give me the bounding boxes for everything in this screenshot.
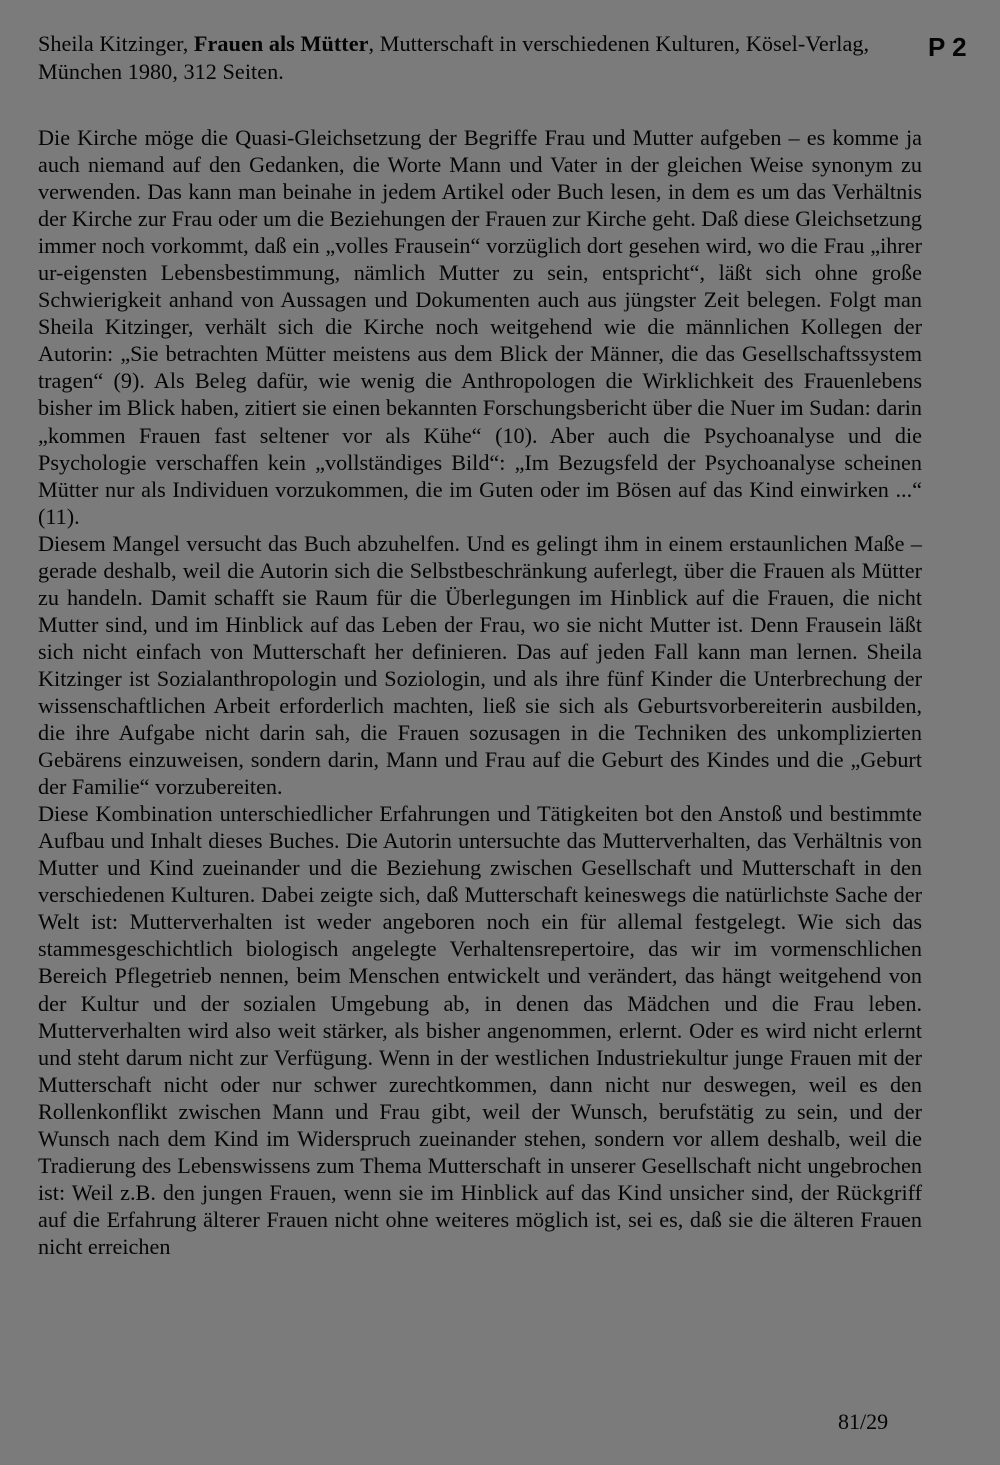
paragraph-3: Diese Kombination unterschiedlicher Erfahrungen und Tätigkeiten bot den Anstoß und bestimmte Aufbau und Inhalt dieses Buches. Die Autorin untersuchte das Mutterverhalten, das Verhältnis von Mutter und Kind zueinander und die Beziehung zwischen Gesellschaft und Mutterschaft in den verschiedenen Kulturen. Dabei zeigte sich, daß Mutterschaft keineswegs die natürlichste Sache der Welt ist: Mutterverhalten ist weder angeboren noch ein für allemal festgelegt. Wie sich das stammesgeschichtlich biologisch angelegte Verhaltensrepertoire, das wir im vormenschlichen Bereich Pflegetrieb nennen, beim Menschen entwickelt und verändert, das hängt weitgehend von der Kultur und der sozialen Umgebung ab, in denen das Mädchen und die Frau leben. Mutterverhalten wird also weit stärker, als bisher angenommen, erlernt. Oder es wird nicht erlernt und steht darum nicht zur Verfügung. Wenn in der westlichen Industriekultur junge Frauen mit der Mutterschaft nicht oder nur schwer zurechtkommen, dann nicht nur deswegen, weil es den Rollenkonflikt zwischen Mann und Frau gibt, weil der Wunsch, berufstätig zu sein, und der Wunsch nach dem Kind im Widerspruch zueinander stehen, sondern vor allem deshalb, weil die Tradierung des Lebenswissens zum Thema Mutterschaft in unserer Gesellschaft nicht ungebrochen ist: Weil z.B. den jungen Frauen, wenn sie im Hinblick auf das Kind unsicher sind, der Rückgriff auf die Erfahrung älterer Frauen nicht ohne weiteres möglich ist, sei es, daß sie die älteren Frauen nicht erreichen xyxy=(38,801,922,1259)
citation-author: Sheila Kitzinger, xyxy=(38,31,194,56)
review-body xyxy=(38,124,922,1260)
paragraph-2: Diesem Mangel versucht das Buch abzuhelfen. Und es gelingt ihm in einem erstaunlichen Maße – gerade deshalb, weil die Autorin sich die Selbstbeschränkung auferlegt, über die Frauen als Mütter zu handeln. Damit schafft sie Raum für die Überlegungen im Hinblick auf die Frauen, die nicht Mutter sind, und im Hinblick auf das Leben der Frau, wo sie nicht Mutter ist. Denn Frausein läßt sich nicht einfach von Mutterschaft her definieren. Das auf jeden Fall kann man lernen. Sheila Kitzinger ist Sozialanthropologin und Soziologin, und als ihre fünf Kinder die Unterbrechung der wissenschaftlichen Arbeit erforderlich machten, ließ sie sich als Geburtsvorbereiterin ausbilden, die ihre Aufgabe nicht darin sah, die Frauen sozusagen in die Techniken des unkomplizierten Gebärens einzuweisen, sondern darin, Mann und Frau auf die Geburt des Kindes und die „Geburt der Familie“ vorzubereiten. xyxy=(38,530,922,800)
page-number: 81/29 xyxy=(838,1409,889,1434)
citation-details: , Mutterschaft in verschiedenen Kulturen, Kösel-Verlag, München 1980, 312 Seiten. xyxy=(38,31,870,84)
paragraph-1: Die Kirche möge die Quasi-Gleichsetzung der Begriffe Frau und Mutter aufgeben – es komme ja auch niemand auf den Gedanken, die Worte Mann und Vater in der gleichen Weise synonym zu verwenden. Das kann man beinahe in jedem Artikel oder Buch lesen, in dem es um das Verhältnis der Kirche zur Frau oder um die Beziehungen der Frauen zur Kirche geht. Daß diese Gleichsetzung immer noch vorkommt, daß ein „volles Frausein“ vorzüglich dort gesehen wird, wo die Frau „ihrer ur-eigensten Lebensbestimmung, nämlich Mutter zu sein, entspricht“, läßt sich ohne große Schwierigkeit anhand von Aussagen und Dokumenten auch aus jüngster Zeit belegen. Folgt man Sheila Kitzinger, verhält sich die Kirche noch weitgehend wie die männlichen Kollegen der Autorin: „Sie betrachten Mütter meistens aus dem Blick der Männer, die das Gesellschaftssystem tragen“ (9). Als Beleg dafür, wie wenig die Anthropologen die Wirklichkeit des Frauenlebens bisher im Blick haben, zitiert sie einen bekannten Forschungsbericht über die Nuer im Sudan: darin „kommen Frauen fast seltener vor als Kühe“ (10). Aber auch die Psychoanalyse und die Psychologie verschaffen kein „vollständiges Bild“: „Im Bezugsfeld der Psychoanalyse scheinen Mütter nur als Individuen vorzukommen, die im Guten oder im Bösen auf das Kind einwirken ...“ (11). xyxy=(38,125,922,529)
page-marker: P 2 xyxy=(928,32,967,62)
citation-title: Frauen als Mütter xyxy=(193,31,369,56)
book-citation xyxy=(38,30,918,85)
